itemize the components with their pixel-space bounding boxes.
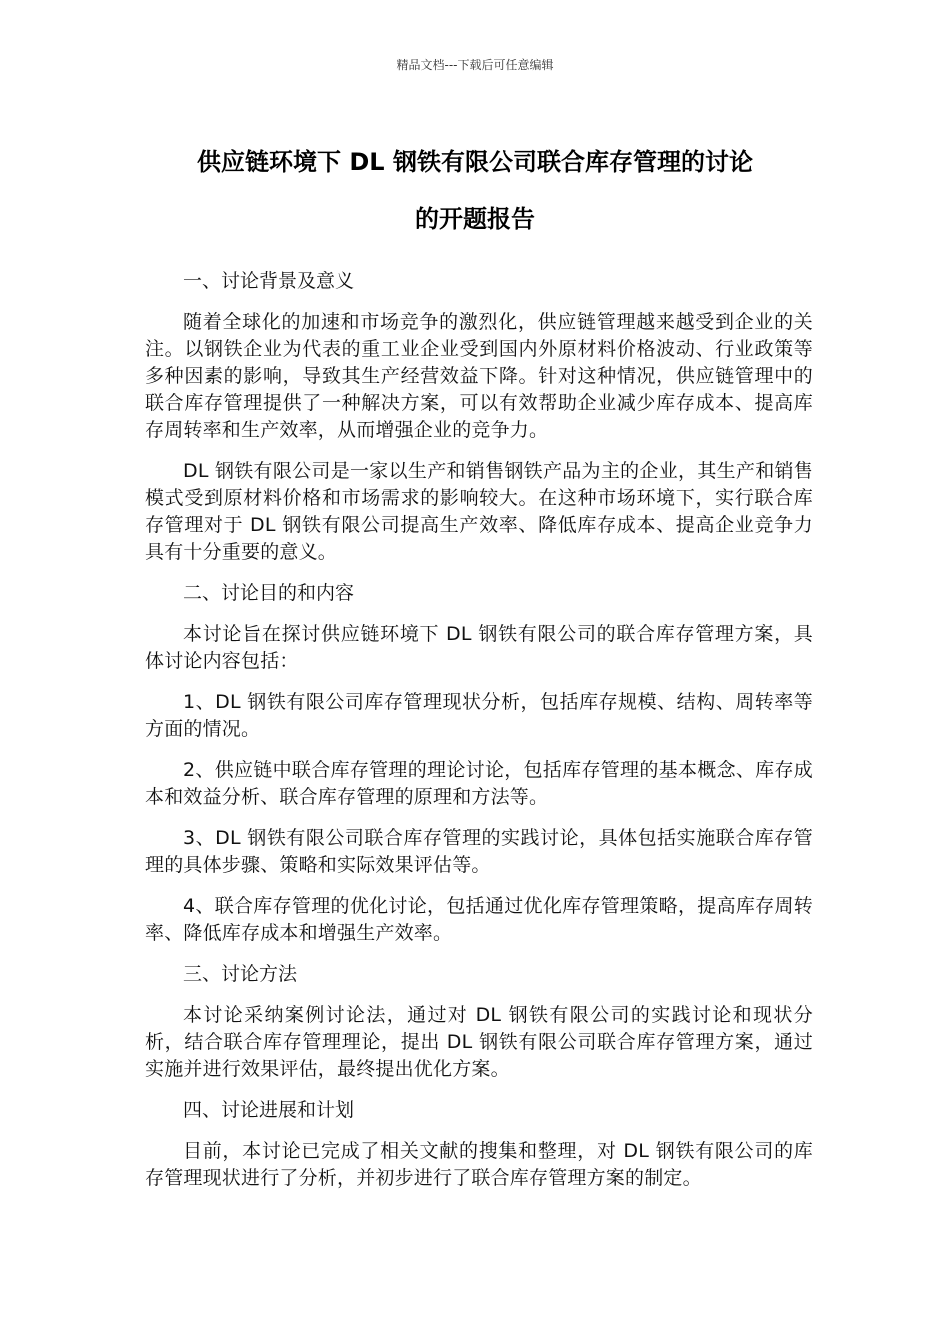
document-title xyxy=(120,134,830,248)
list-item: 4、联合库存管理的优化讨论，包括通过优化库存管理策略，提高库存周转率、降低库存成本和增强生产效率。 xyxy=(145,895,813,944)
paragraph: 本讨论采纳案例讨论法，通过对 DL 钢铁有限公司的实践讨论和现状分析，结合联合库存管理理论，提出 DL 钢铁有限公司联合库存管理方案，通过实施并进行效果评估，最终提出优化方案。 xyxy=(145,1004,813,1080)
list-item: 1、DL 钢铁有限公司库存管理现状分析，包括库存规模、结构、周转率等方面的情况。 xyxy=(145,691,813,740)
paragraph: 随着全球化的加速和市场竞争的激烈化，供应链管理越来越受到企业的关注。以钢铁企业为代表的重工业企业受到国内外原材料价格波动、行业政策等多种因素的影响，导致其生产经营效益下降。针对这种情况，供应链管理中的联合库存管理提供了一种解决方案，可以有效帮助企业减少库存成本、提高库存周转率和生产效率，从而增强企业的竞争力。 xyxy=(145,311,813,441)
section-heading-background: 一、讨论背景及意义 xyxy=(183,270,355,292)
section-heading-progress: 四、讨论进展和计划 xyxy=(183,1099,355,1121)
section-heading-purpose: 二、讨论目的和内容 xyxy=(183,582,355,604)
section-heading-method: 三、讨论方法 xyxy=(183,963,298,985)
title-line-2: 的开题报告 xyxy=(415,205,535,233)
document-body xyxy=(145,268,813,1206)
title-line-1: 供应链环境下 DL 钢铁有限公司联合库存管理的讨论 xyxy=(197,148,753,176)
list-item: 2、供应链中联合库存管理的理论讨论，包括库存管理的基本概念、库存成本和效益分析、联合库存管理的原理和方法等。 xyxy=(145,759,813,808)
paragraph: 目前，本讨论已完成了相关文献的搜集和整理，对 DL 钢铁有限公司的库存管理现状进行了分析，并初步进行了联合库存管理方案的制定。 xyxy=(145,1140,813,1189)
paragraph: 本讨论旨在探讨供应链环境下 DL 钢铁有限公司的联合库存管理方案，具体讨论内容包括： xyxy=(145,623,813,672)
paragraph: DL 钢铁有限公司是一家以生产和销售钢铁产品为主的企业，其生产和销售模式受到原材料价格和市场需求的影响较大。在这种市场环境下，实行联合库存管理对于 DL 钢铁有限公司提高生产效率、降低库存成本、提高企业竞争力具有十分重要的意义。 xyxy=(145,460,813,563)
header-note: 精品文档---下载后可任意编辑 xyxy=(396,58,554,72)
list-item: 3、DL 钢铁有限公司联合库存管理的实践讨论，具体包括实施联合库存管理的具体步骤、策略和实际效果评估等。 xyxy=(145,827,813,876)
